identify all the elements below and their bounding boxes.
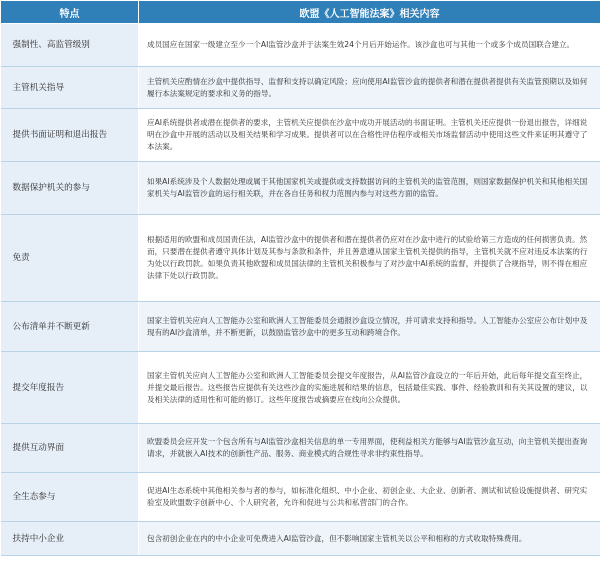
table-row xyxy=(1,215,600,302)
content-text: 国家主管机关应向人工智能办公室和欧洲人工智能委员会通报沙盒设立情况，并可请求支持和指导。人工智能办公室应公布计划中及现有的AI沙盒清单，并不断更新，以鼓励监管沙盒中的更多互动和跨境合作。 xyxy=(147,315,588,337)
header-row xyxy=(1,1,600,24)
table-row xyxy=(1,302,600,352)
content-text: 欧盟委员会应开发一个包含所有与AI监管沙盒相关信息的单一专用界面，使利益相关方能够与AI监管沙盒互动，向主管机关提出查询请求，并就嵌入AI技术的创新性产品、服务、商业模式的合规性寻求非约束性指导。 xyxy=(147,437,588,458)
content-cell xyxy=(139,24,600,67)
content-text: 包含初创企业在内的中小企业可免费进入AI监管沙盒，但不影响国家主管机关以公平和相称的方式收取特殊费用。 xyxy=(147,533,527,543)
content-cell xyxy=(139,302,600,352)
feature-cell: 主管机关指导 xyxy=(1,67,139,109)
header-content: 欧盟《人工智能法案》相关内容 xyxy=(139,1,600,24)
table-row xyxy=(1,352,600,424)
feature-cell: 提供书面证明和退出报告 xyxy=(1,109,139,162)
content-cell xyxy=(139,473,600,522)
table-row xyxy=(1,24,600,67)
feature-cell: 提供互动界面 xyxy=(1,424,139,473)
content-text: 如果AI系统涉及个人数据处理或属于其他国家机关或提供或支持数据访问的主管机关的监管范围，则国家数据保护机关和其他相关国家机关与AI监管沙盒的运行相关联，并在各自任务和权力范围内参与对这些方面的监管。 xyxy=(147,177,588,198)
table-row xyxy=(1,67,600,109)
content-cell xyxy=(139,109,600,162)
content-cell xyxy=(139,215,600,302)
content-text: 成员国应在国家一级建立至少一个AI监管沙盒并于法案生效24个月后开始运作。该沙盒也可与其他一个或多个成员国联合建立。 xyxy=(147,40,575,49)
table-row xyxy=(1,424,600,473)
table-row xyxy=(1,162,600,215)
table-row xyxy=(1,473,600,522)
content-text: 促进AI生态系统中其他相关参与者的参与，如标准化组织、中小企业、初创企业、大企业、创新者、测试和试验设施提供者、研究实验室及欧盟数字创新中心、个人研究者，允许和促进与公共和私营部门的合作。 xyxy=(147,486,588,507)
content-cell xyxy=(139,424,600,473)
header-feature: 特点 xyxy=(1,1,139,24)
content-cell xyxy=(139,522,600,556)
feature-cell: 全生态参与 xyxy=(1,473,139,522)
content-text: 应AI系统提供者或潜在提供者的要求，主管机关应提供在沙盒中成功开展活动的书面证明。主管机关还应提供一份退出报告，详细说明在沙盒中开展的活动以及相关结果和学习成果。提供者可以在合格性评估程序或相关市场监督活动中使用这些文件来证明其遵守了本法案。 xyxy=(147,118,588,151)
content-cell xyxy=(139,162,600,215)
feature-cell: 免责 xyxy=(1,215,139,302)
table-header xyxy=(1,1,600,24)
feature-cell: 扶持中小企业 xyxy=(1,522,139,556)
feature-cell: 强制性、高监管级别 xyxy=(1,24,139,67)
content-cell xyxy=(139,67,600,109)
feature-cell: 数据保护机关的参与 xyxy=(1,162,139,215)
table-row xyxy=(1,109,600,162)
content-text: 根据适用的欧盟和成员国责任法，AI监管沙盒中的提供者和潜在提供者仍应对在沙盒中进行的试验给第三方造成的任何损害负责。然而，只要潜在提供者遵守具体计划及其参与条款和条件，并且善意遵从国家主管机关提供的指导，主管机关就不应对违反本法案的行为处以行政罚款。如果负责其他欧盟和成员国法律的主管机关积极参与了对沙盒中AI系统的监督，并提供了合规指导，则不得在相应法律下处以行政罚款。 xyxy=(147,235,588,280)
content-text: 主管机关应酌情在沙盒中提供指导、监督和支持以确定风险；应向使用AI监管沙盒的提供者和潜在提供者提供有关监管预期以及如何履行本法案规定的要求和义务的指导。 xyxy=(147,76,588,98)
content-cell xyxy=(139,352,600,424)
feature-cell: 提交年度报告 xyxy=(1,352,139,424)
table-body xyxy=(1,24,600,556)
table-row xyxy=(1,522,600,556)
feature-cell: 公布清单并不断更新 xyxy=(1,302,139,352)
content-text: 国家主管机关应向人工智能办公室和欧洲人工智能委员会提交年度报告，从AI监管沙盒设立的一年后开始，此后每年提交直至终止，并提交最后报告。这些报告应提供有关这些沙盒的实施进展和结果的信息，包括最佳实践、事件、经验教训和有关其设置的建议，以及相关法律的适用性和可能的修订。这些年度报告或摘要应在线向公众提供。 xyxy=(147,370,588,404)
